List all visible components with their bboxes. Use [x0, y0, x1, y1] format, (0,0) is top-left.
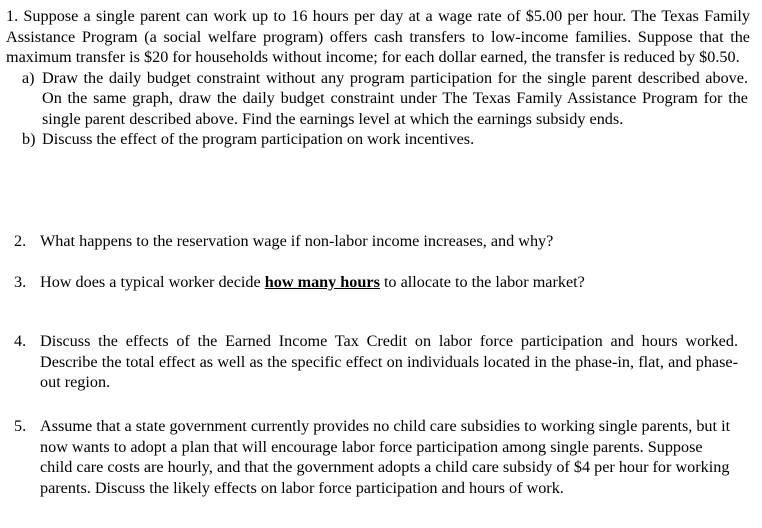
question-5-number: 5. — [14, 417, 27, 435]
part-b-text: Discuss the effect of the program participation on work incentives. — [42, 130, 475, 148]
question-3-emphasis: how many hours — [264, 273, 380, 291]
part-a-text: Draw the daily budget constraint without any program participation for the single parent described above. On the same graph, draw the daily budget constraint under The Texas Family Assistance Program for the single parent described above. Find the earnings level at which the earnings subsidy ends. — [42, 68, 748, 128]
question-3-text-pre: How does a typical worker decide — [40, 273, 265, 291]
part-a-label: a) — [22, 68, 35, 87]
question-1-part-b — [6, 129, 758, 150]
question-2-text: What happens to the reservation wage if non-labor income increases, and why? — [40, 232, 554, 250]
question-1-part-a — [6, 68, 758, 130]
question-5-text: Assume that a state government currently provides no child care subsidies to working single parents, but it now wants to adopt a plan that will encourage labor force participation among single parents. Suppose child care costs are hourly, and that the government adopts a child care subsidy of $4 per hour for working parents. Discuss the likely effects on labor force participation and hours of work. — [40, 417, 731, 497]
question-4 — [14, 331, 738, 393]
question-2-number: 2. — [14, 232, 27, 250]
document-page — [6, 6, 758, 150]
question-5 — [14, 416, 738, 498]
question-3 — [14, 272, 738, 293]
question-4-text: Discuss the effects of the Earned Income Tax Credit on labor force participation and hours worked. Describe the total effect as well as the specific effect on individuals located in the phase-in, flat, and phase-out region. — [40, 332, 738, 391]
question-3-text-post: to allocate to the labor market? — [379, 273, 585, 291]
question-1-text: 1. Suppose a single parent can work up to 16 hours per day at a wage rate of $5.00 per hour. The Texas Family Assistance Program (a social welfare program) offers cash transfers to low-income families. Suppose that the maximum transfer is $20 for households without income; for each dollar earned, the transfer is reduced by $0.50. — [6, 7, 750, 66]
question-4-number: 4. — [14, 332, 27, 350]
question-2 — [14, 231, 738, 252]
question-3-text — [40, 272, 738, 293]
question-3-number: 3. — [14, 273, 27, 291]
part-b-label: b) — [22, 130, 36, 148]
